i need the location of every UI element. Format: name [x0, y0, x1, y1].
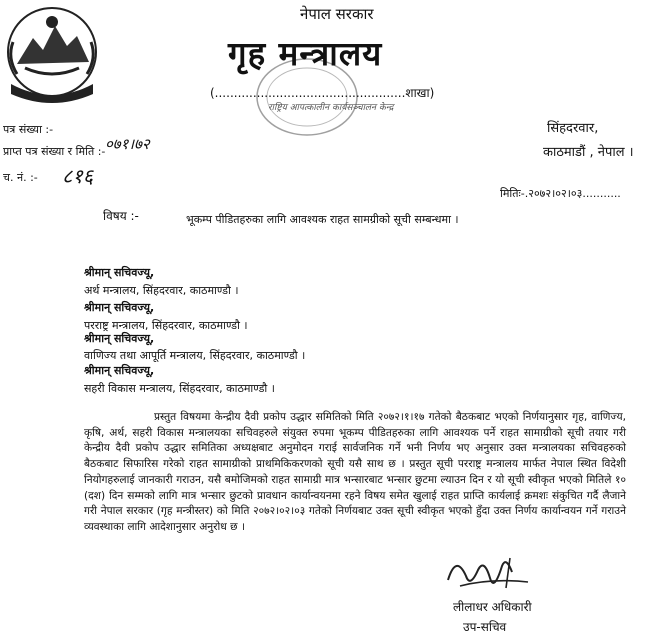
- signatory-designation: उप-सचिव: [463, 620, 507, 634]
- letter-number-label: पत्र संख्या :-: [3, 123, 54, 136]
- signatory-name: लीलाधर अधिकारी: [453, 600, 532, 614]
- recipient-address: परराष्ट्र मन्त्रालय, सिंहदरवार, काठमाण्डौ ।: [84, 319, 248, 332]
- recipient-address: वाणिज्य तथा आपूर्ति मन्त्रालय, सिंहदरवार, काठमाण्डौ ।: [84, 349, 306, 362]
- recipient-title: श्रीमान् सचिवज्यू,: [84, 364, 155, 377]
- dispatch-number-value: ८१६: [62, 164, 94, 188]
- date-line: [500, 186, 621, 201]
- recipient-address: अर्थ मन्त्रालय, सिंहदरवार, काठमाण्डौ ।: [84, 284, 239, 297]
- body-paragraph: प्रस्तुत विषयमा केन्द्रीय दैवी प्रकोप उद्धार समितिको मिति २०७२।१।१७ गतेको बैठकबाट भएको निर्णयानुसार गृह, वाणिज्य, कृषि, अर्थ, सहरी विकास मन्त्रालयका सचिवहरुले संयुक्त रुपमा भूकम्प पीडितहरुका लागि आवश्यक पर्ने राहत सामाग्रीको सूची तयार गरी केन्द्रीय दैवी प्रकोप उद्धार समितिका अध्यक्षबाट अनुमोदन गराई सार्वजनिक गर्ने भनी निर्णय भए अनुसार उक्त मन्त्रालयका सचिवहरुको बैठकबाट सिफारिस गरेको राहत सामाग्रीको प्राथमिकिकरणको सूची यसै साथ छ । प्रस्तुत सूची परराष्ट्र मन्त्रालय मार्फत नेपाल स्थित विदेशी नियोगहरुलाई जानकारी गराउन, यसै बमोजिमको राहत सामाग्री मात्र भन्सारबाट भन्सार छुटमा ल्याउन दिन र यो सूची स्वीकृत भएको मितिले १० (दश) दिन सम्मको लागि मात्र भन्सार छुटको प्रावधान कार्यान्वयनमा रहने विषय समेत खुलाई राहत प्राप्ति कार्यलाई क्रमशः संकुचित गर्दै लैजाने गरी नेपाल सरकार (गृह मन्त्रीस्तर) को मिति २०७२।०२।०३ गतेको निर्णयबाट उक्त सूची स्वीकृत भएको हुँदा उक्त निर्णय कार्यान्वयन गर्ने गराउने व्यवस्थाका लागि आदेशानुसार अनुरोध छ ।: [84, 411, 626, 533]
- ministry-heading: गृह मन्त्रालय: [228, 34, 383, 73]
- branch-line: (..................................................शाखा): [210, 86, 435, 100]
- recipient-address: सहरी विकास मन्त्रालय, सिंहदरवार, काठमाण्डौ ।: [84, 382, 275, 395]
- recipient-title: श्रीमान् सचिवज्यू,: [84, 301, 155, 314]
- place-line-1: सिंहदरवार,: [547, 121, 599, 136]
- recipient-title: श्रीमान् सचिवज्यू,: [84, 266, 155, 279]
- reference-label: प्राप्त पत्र संख्या र मिति :-: [3, 145, 106, 158]
- date-value: .२०७२।०२।०३...........: [524, 187, 621, 200]
- subject-label: विषय :-: [103, 209, 139, 223]
- place-line-2: काठमाडौं , नेपाल ।: [543, 145, 634, 160]
- subject-text: भूकम्प पीडितहरुका लागि आवश्यक राहत सामग्रीको सूची सम्बन्धमा ।: [186, 213, 459, 226]
- date-label: मितिः-: [500, 187, 525, 200]
- reference-value: ०७१।७२: [105, 135, 150, 153]
- handwritten-signature: [440, 548, 540, 598]
- dispatch-number-label: च. नं. :-: [3, 171, 38, 184]
- recipient-title: श्रीमान् सचिवज्यू,: [84, 332, 155, 345]
- stamp-text: राष्ट्रिय आपत्कालीन कार्यसञ्चालन केन्द्र: [268, 103, 394, 113]
- nepal-emblem-icon: [3, 2, 101, 106]
- government-heading: नेपाल सरकार: [300, 5, 374, 23]
